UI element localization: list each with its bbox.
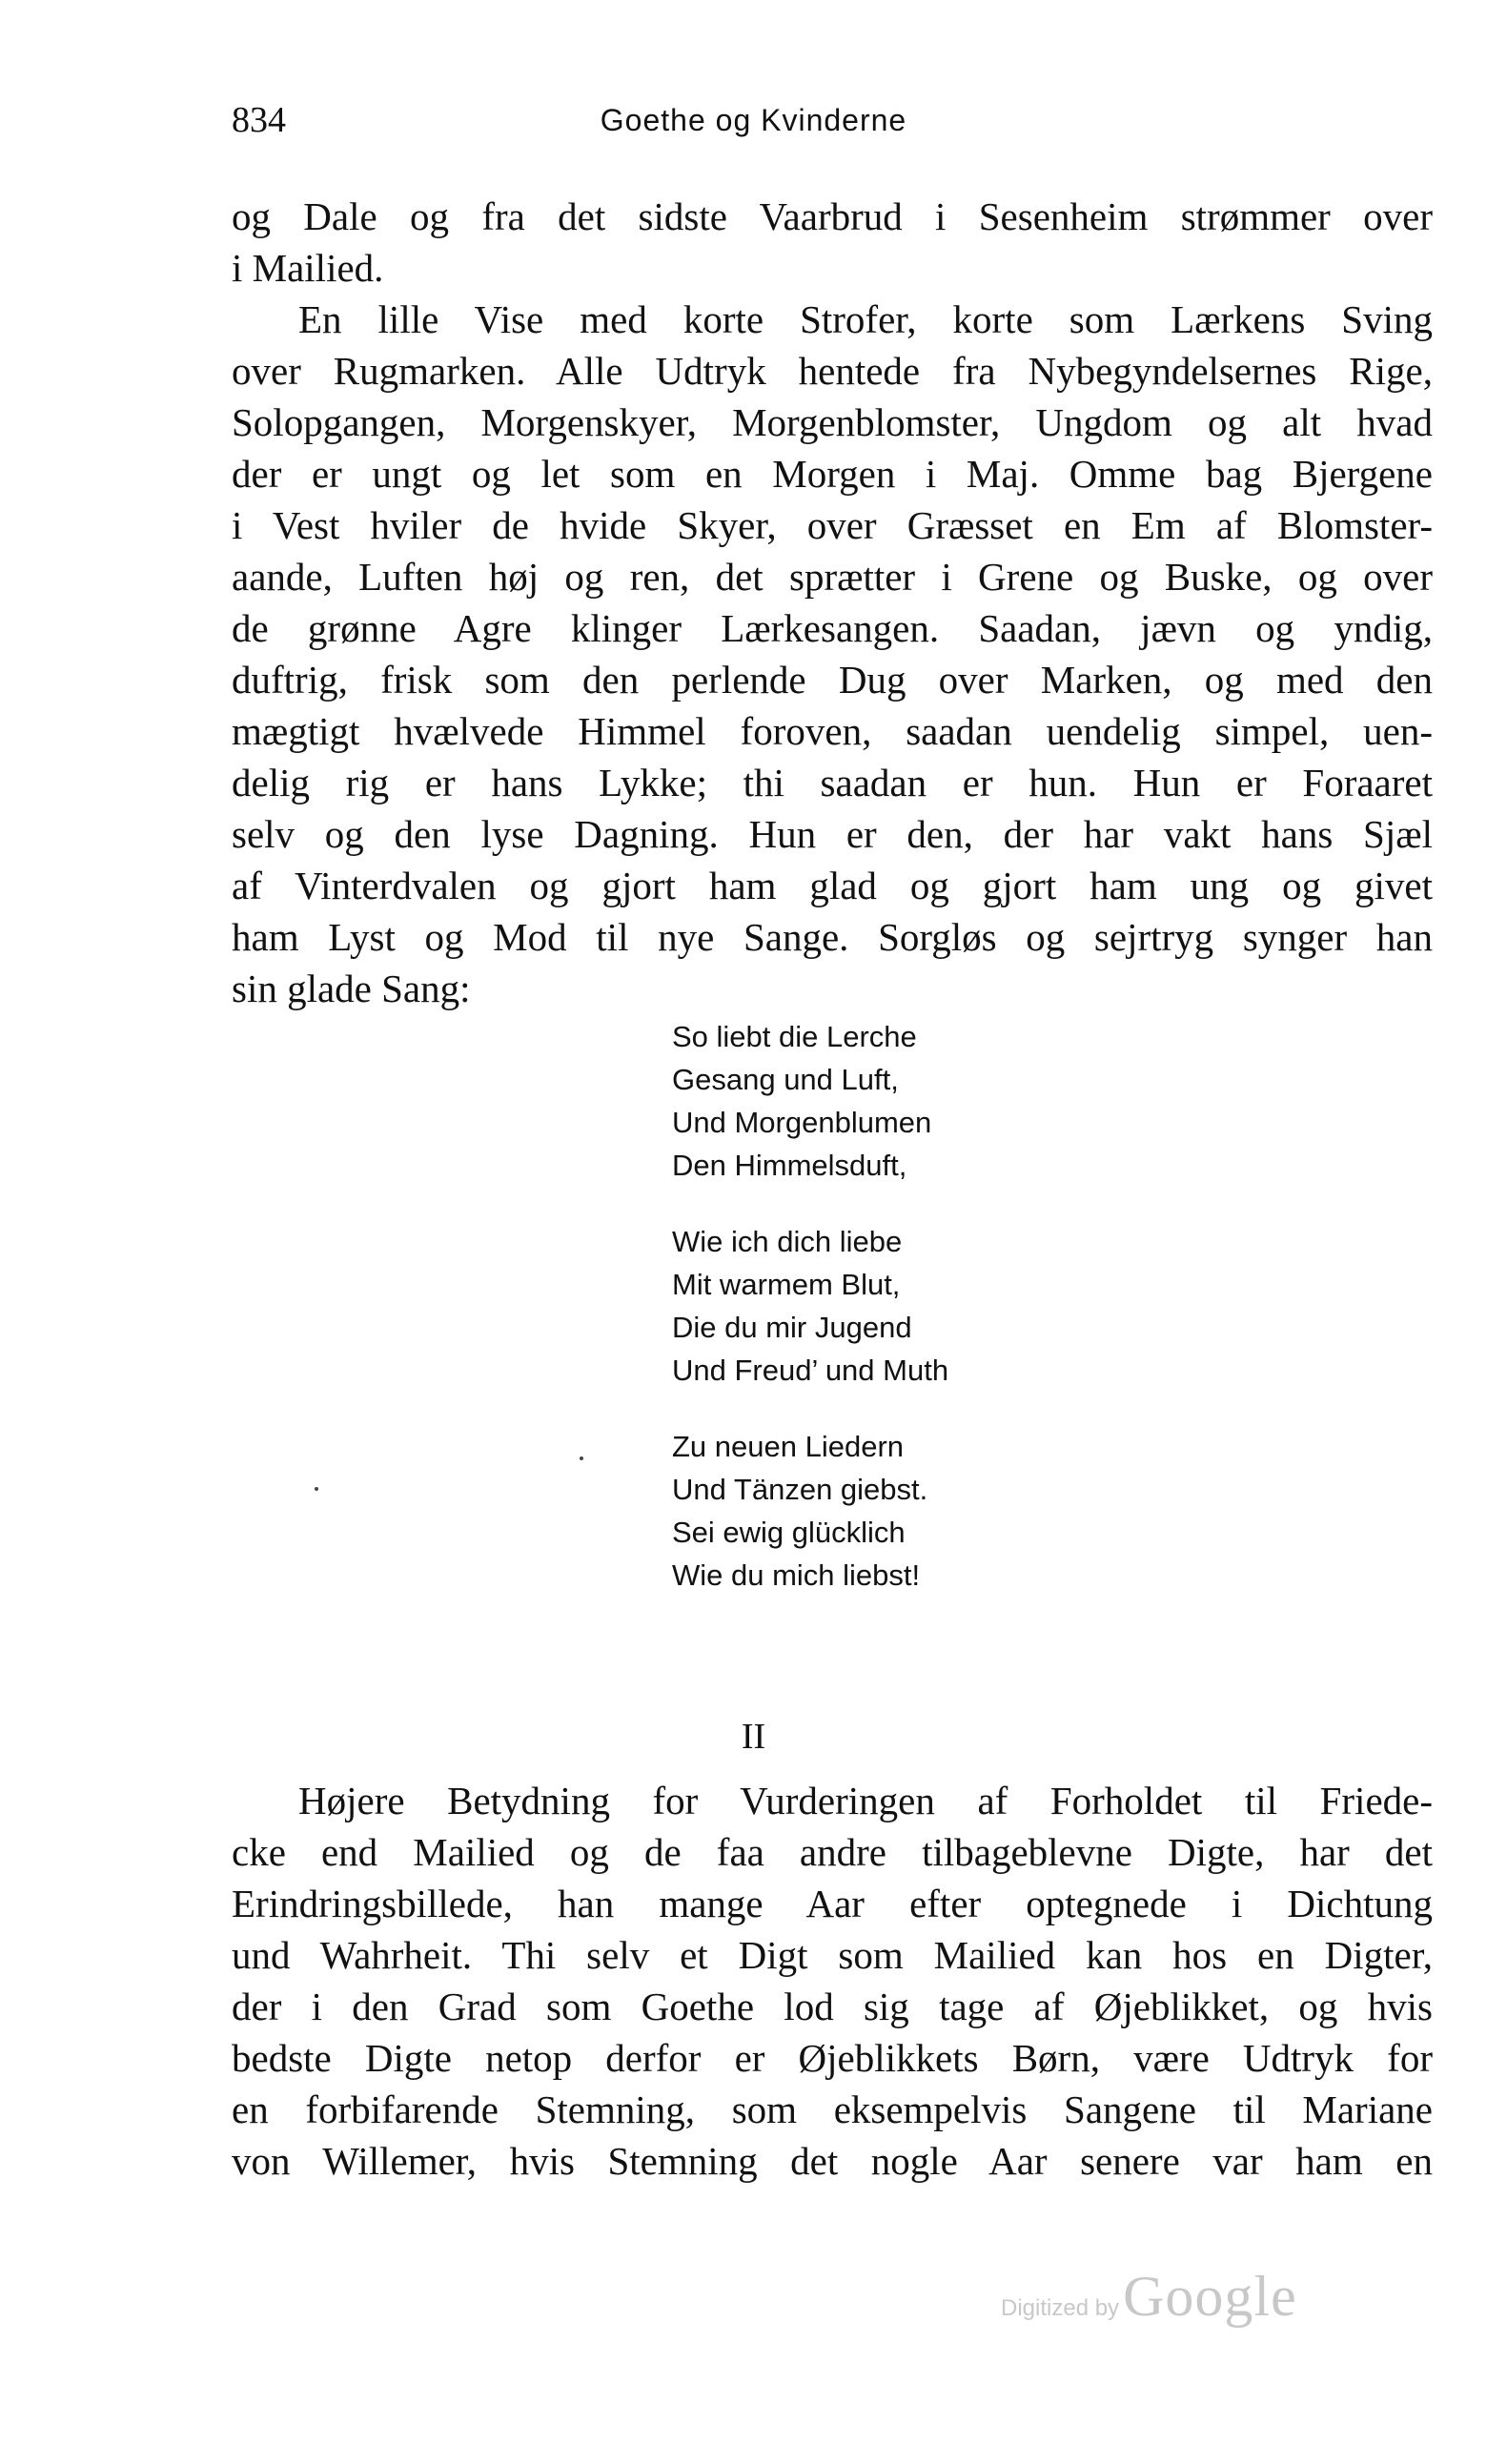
scan-speck <box>580 1456 583 1460</box>
poem-stanza-2 <box>672 1220 948 1392</box>
poem-line: Wie du mich liebst! <box>672 1558 921 1592</box>
poem-line: Und Morgenblumen <box>672 1106 932 1139</box>
text-line: bedste Digte netop derfor er Øjeblikkets Børn, være Udtryk for <box>232 2036 1433 2080</box>
text-line: ham Lyst og Mod til nye Sange. Sorgløs og sejrtryg synger han <box>232 915 1433 959</box>
poem-mailied <box>672 1015 948 1630</box>
text-line: delig rig er hans Lykke; thi saadan er hun. Hun er Foraaret <box>232 761 1433 804</box>
poem-line: So liebt die Lerche <box>672 1020 917 1053</box>
text-line: mægtigt hvælvede Himmel foroven, saadan uendelig simpel, uen- <box>232 709 1433 753</box>
text-line: und Wahrheit. Thi selv et Digt som Mailied kan hos en Digter, <box>232 1933 1433 1977</box>
section-heading: II <box>741 1717 766 1757</box>
poem-line: Zu neuen Liedern <box>672 1430 905 1463</box>
text-line: aande, Luften høj og ren, det sprætter i Grene og Buske, og over <box>232 555 1433 599</box>
text-line: i Vest hviler de hvide Skyer, over Græsset en Em af Blomster- <box>232 503 1433 547</box>
poem-line: Den Himmelsduft, <box>672 1149 907 1182</box>
digitized-watermark <box>1001 2264 1297 2330</box>
text-line: Erindringsbillede, han mange Aar efter optegnede i Dichtung <box>232 1882 1433 1925</box>
poem-line: Und Freud’ und Muth <box>672 1354 949 1387</box>
scan-speck <box>315 1487 318 1491</box>
watermark-prefix: Digitized by <box>1001 2295 1120 2321</box>
poem-stanza-3 <box>672 1425 948 1597</box>
text-line: Højere Betydning for Vurderingen af Forholdet til Friede- <box>298 1779 1433 1823</box>
text-line: og Dale og fra det sidste Vaarbrud i Sesenheim strømmer over <box>232 194 1433 238</box>
text-line: der i den Grad som Goethe lod sig tage af Øjeblikket, og hvis <box>232 1985 1433 2028</box>
text-line: de grønne Agre klinger Lærkesangen. Saadan, jævn og yndig, <box>232 606 1433 650</box>
paragraph-section-2 <box>232 1775 1433 2187</box>
text-line: En lille Vise med korte Strofer, korte som Lærkens Sving <box>298 297 1433 341</box>
running-title: Goethe og Kvinderne <box>600 103 907 137</box>
page-number: 834 <box>232 100 286 140</box>
text-line: Solopgangen, Morgenskyer, Morgenblomster, Ungdom og alt hvad <box>232 400 1433 444</box>
text-line: sin glade Sang: <box>232 967 471 1010</box>
text-line: af Vinterdvalen og gjort ham glad og gjort ham ung og givet <box>232 864 1433 907</box>
google-logo: Google <box>1123 2265 1297 2328</box>
poem-line: Wie ich dich liebe <box>672 1225 903 1258</box>
text-line: en forbifarende Stemning, som eksempelvis Sangene til Mariane <box>232 2087 1433 2131</box>
text-line: von Willemer, hvis Stemning det nogle Aar senere var ham en <box>232 2139 1433 2183</box>
text-line: duftrig, frisk som den perlende Dug over Marken, og med den <box>232 658 1433 702</box>
poem-line: Mit warmem Blut, <box>672 1268 901 1301</box>
text-line: cke end Mailied og de faa andre tilbageblevne Digte, har det <box>232 1830 1433 1874</box>
poem-line: Sei ewig glücklich <box>672 1516 906 1549</box>
poem-stanza-1 <box>672 1015 948 1187</box>
text-line: over Rugmarken. Alle Udtryk hentede fra Nybegyndelsernes Rige, <box>232 349 1433 393</box>
text-line: der er ungt og let som en Morgen i Maj. Omme bag Bjergene <box>232 452 1433 496</box>
poem-line: Die du mir Jugend <box>672 1311 912 1344</box>
paragraph-mailied <box>232 191 1433 1014</box>
text-line: i Mailied. <box>232 246 384 290</box>
text-line: selv og den lyse Dagning. Hun er den, der har vakt hans Sjæl <box>232 812 1433 856</box>
poem-line: Gesang und Luft, <box>672 1063 899 1096</box>
poem-line: Und Tänzen giebst. <box>672 1473 928 1506</box>
